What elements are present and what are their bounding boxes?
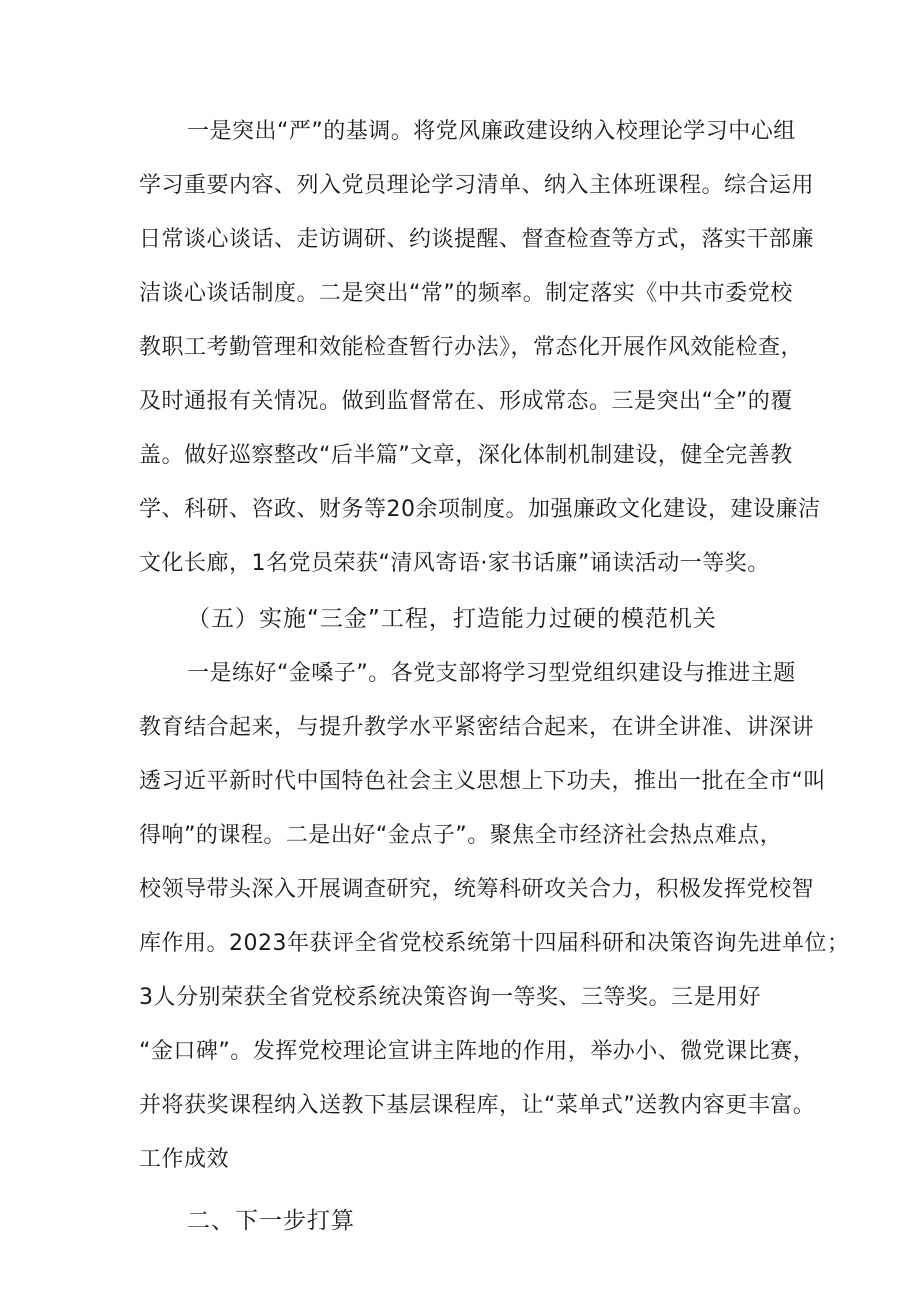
section-heading: （五）实施“三金”工程，打造能力过硬的模范机关 [187, 606, 717, 632]
paragraph-line: 并将获奖课程纳入送教下基层课程库，让“菜单式”送教内容更丰富。 [139, 1093, 816, 1118]
paragraph-line: 洁谈心谈话制度。二是突出“常”的频率。制定落实《中共市委党校 [139, 281, 793, 306]
paragraph-line: 学、科研、咨政、财务等20余项制度。加强廉政文化建设，建设廉洁 [139, 497, 821, 522]
paragraph-line: 日常谈心谈话、走访调研、约谈提醒、督查检查等方式，落实干部廉 [139, 227, 815, 252]
paragraph-line: 一是突出“严”的基调。将党风廉政建设纳入校理论学习中心组 [187, 119, 796, 144]
section-heading: 二、下一步打算 [187, 1208, 355, 1234]
paragraph-line: 透习近平新时代中国特色社会主义思想上下功夫，推出一批在全市“叫 [139, 769, 826, 794]
paragraph-line: 工作成效 [139, 1147, 230, 1172]
paragraph-line: 教育结合起来，与提升教学水平紧密结合起来，在讲全讲准、讲深讲 [139, 715, 815, 740]
paragraph-line: 校领导带头深入开展调查研究，统筹科研攻关合力，积极发挥党校智 [139, 877, 815, 902]
paragraph-line: 及时通报有关情况。做到监督常在、形成常态。三是突出“全”的覆 [139, 389, 793, 414]
paragraph-line: 学习重要内容、列入党员理论学习清单、纳入主体班课程。综合运用 [139, 173, 815, 198]
paragraph-line: 3人分别荣获全省党校系统决策咨询一等奖、三等奖。三是用好 [139, 985, 761, 1010]
paragraph-line: 文化长廊，1名党员荣获“清风寄语·家书话廉”诵读活动一等奖。 [139, 551, 770, 576]
paragraph-line: 一是练好“金嗓子”。各党支部将学习型党组织建设与推进主题 [187, 661, 796, 686]
paragraph-line: 得响”的课程。二是出好“金点子”。聚焦全市经济社会热点难点， [139, 823, 783, 848]
paragraph-line: 教职工考勤管理和效能检查暂行办法》，常态化开展作风效能检查， [139, 335, 804, 360]
paragraph-line: 库作用。2023年获评全省党校系统第十四届科研和决策咨询先进单位； [139, 931, 850, 956]
paragraph-line: 盖。做好巡察整改“后半篇”文章，深化体制机制建设，健全完善教 [139, 443, 793, 468]
paragraph-line: “金口碑”。发挥党校理论宣讲主阵地的作用，举办小、微党课比赛， [139, 1039, 816, 1064]
